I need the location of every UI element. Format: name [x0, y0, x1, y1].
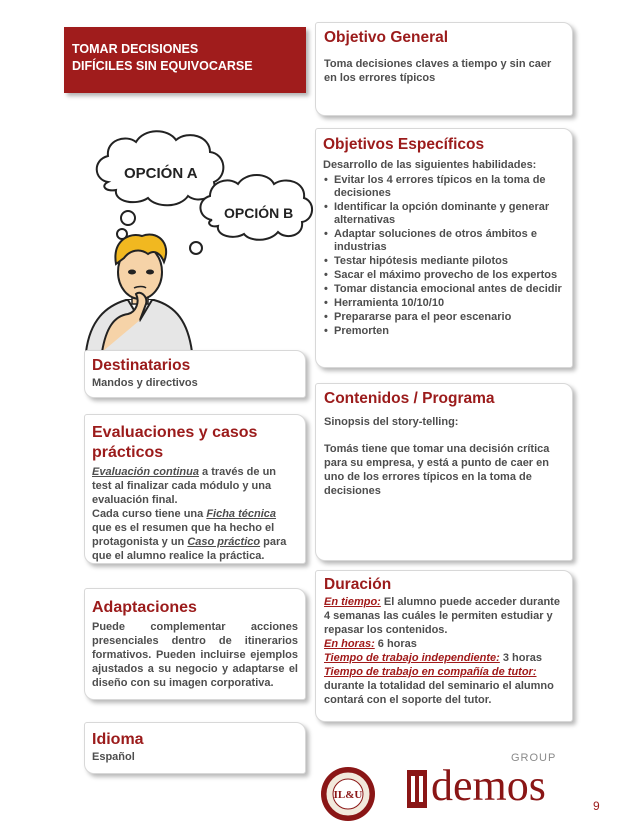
independiente-label: Tiempo de trabajo independiente:: [324, 652, 500, 664]
duracion-tutor: [324, 665, 564, 679]
list-item: • Premorten: [323, 325, 565, 338]
option-a-label: OPCIÓN A: [124, 165, 198, 182]
objetivos-especificos-title: Objetivos Específicos: [323, 136, 485, 153]
caso-practico-label: Caso práctico: [187, 536, 261, 548]
demos-building-icon: [405, 768, 429, 810]
contenidos-box: [315, 383, 573, 561]
en-tiempo-text: El alumno puede acceder durante 4 semanas las cuáles le permiten estudiar y repasar los contenidos.: [324, 596, 560, 636]
banner-line-1: TOMAR DECISIONES: [72, 42, 199, 56]
contenidos-title: Contenidos / Programa: [324, 390, 495, 407]
evaluaciones-title-line-1: Evaluaciones y casos: [92, 424, 258, 441]
list-item: • Evitar los 4 errores típicos en la toma de decisiones: [323, 174, 565, 200]
destinatarios-box: [84, 350, 306, 398]
curso-pre-text: Cada curso tiene una: [92, 508, 207, 520]
evaluaciones-title-line-2: prácticos: [92, 444, 164, 461]
evaluacion-continua-label: Evaluación continua: [92, 466, 199, 478]
thought-cloud-b: [200, 175, 312, 240]
list-item: • Tomar distancia emocional antes de decidir: [323, 283, 565, 296]
ficha-tecnica-label: Ficha técnica: [206, 508, 277, 520]
title-banner: [64, 27, 306, 93]
university-seal-logo: [320, 766, 376, 822]
contenidos-p2: Tomás tiene que tomar una decisión crítica para su empresa, y está a punto de caer en uno de los errores típicos en la toma de decisiones: [324, 443, 550, 497]
objetivo-general-box: [315, 22, 573, 116]
evaluacion-continua-text: a través de un test al finalizar cada módulo y una evaluación final.: [92, 466, 277, 506]
demos-group-logo: [405, 752, 557, 814]
thinking-person: [86, 234, 192, 352]
list-item: • Sacar el máximo provecho de los expertos: [323, 269, 565, 282]
tutor-label: Tiempo de trabajo en compañía de tutor:: [324, 666, 537, 678]
curso-mid-text: que es el resumen que ha hecho el protagonista y un: [92, 522, 275, 548]
objetivo-general-text: Toma decisiones claves a tiempo y sin caer en los errores típicos: [324, 58, 552, 84]
en-horas-text: 6 horas: [374, 638, 417, 650]
adaptaciones-title: Adaptaciones: [92, 599, 197, 616]
adaptaciones-box: [84, 588, 306, 700]
adaptaciones-text: Puede complementar acciones presenciales dentro de itinerarios formativos. Pueden incluirse ejemplos ajustados a su negocio y adaptarse el diseño con su imagen corporativa.: [92, 621, 298, 689]
contenidos-p1: Sinopsis del story-telling:: [324, 416, 459, 428]
list-item: • Prepararse para el peor escenario: [323, 311, 565, 324]
option-b-label: OPCIÓN B: [224, 205, 294, 221]
evaluaciones-text-1: [92, 465, 298, 507]
duracion-box: [315, 570, 573, 722]
destinatarios-text: Mandos y directivos: [92, 377, 198, 389]
demos-wordmark: demos: [431, 761, 546, 810]
idioma-text: Español: [92, 751, 135, 763]
list-item: • Herramienta 10/10/10: [323, 297, 565, 310]
demos-group-label: GROUP: [511, 752, 557, 764]
objetivo-general-title: Objetivo General: [324, 29, 449, 46]
list-item: • Testar hipótesis mediante pilotos: [323, 255, 565, 268]
idioma-title: Idioma: [92, 731, 144, 748]
evaluaciones-text-2: [92, 507, 298, 563]
page-number: 9: [593, 799, 600, 813]
list-item: • Identificar la opción dominante y generar alternativas: [323, 201, 565, 227]
evaluaciones-box: [84, 414, 306, 564]
en-horas-label: En horas:: [324, 638, 375, 650]
duracion-tiempo: [324, 595, 564, 637]
idioma-box: [84, 722, 306, 774]
list-item: • Adaptar soluciones de otros ámbitos e industrias: [323, 228, 565, 254]
duracion-tutor-text: durante la totalidad del seminario el alumno contará con el soporte del tutor.: [324, 680, 554, 706]
en-tiempo-label: En tiempo:: [324, 596, 381, 608]
objetivos-list: [323, 174, 565, 338]
duracion-independiente: [324, 651, 564, 665]
curso-post-text: para que el alumno realice la práctica.: [92, 536, 287, 562]
thought-cloud-a: [97, 131, 224, 205]
objetivos-especificos-intro: Desarrollo de las siguientes habilidades:: [323, 159, 537, 171]
seal-text: IL&U: [333, 789, 363, 801]
objetivos-especificos-box: [315, 128, 573, 368]
duracion-title: Duración: [324, 576, 392, 593]
duracion-horas: [324, 637, 564, 651]
destinatarios-title: Destinatarios: [92, 357, 191, 374]
independiente-text: 3 horas: [499, 652, 543, 664]
banner-line-2: DIFÍCILES SIN EQUIVOCARSE: [72, 59, 253, 73]
decision-illustration: [84, 122, 316, 352]
